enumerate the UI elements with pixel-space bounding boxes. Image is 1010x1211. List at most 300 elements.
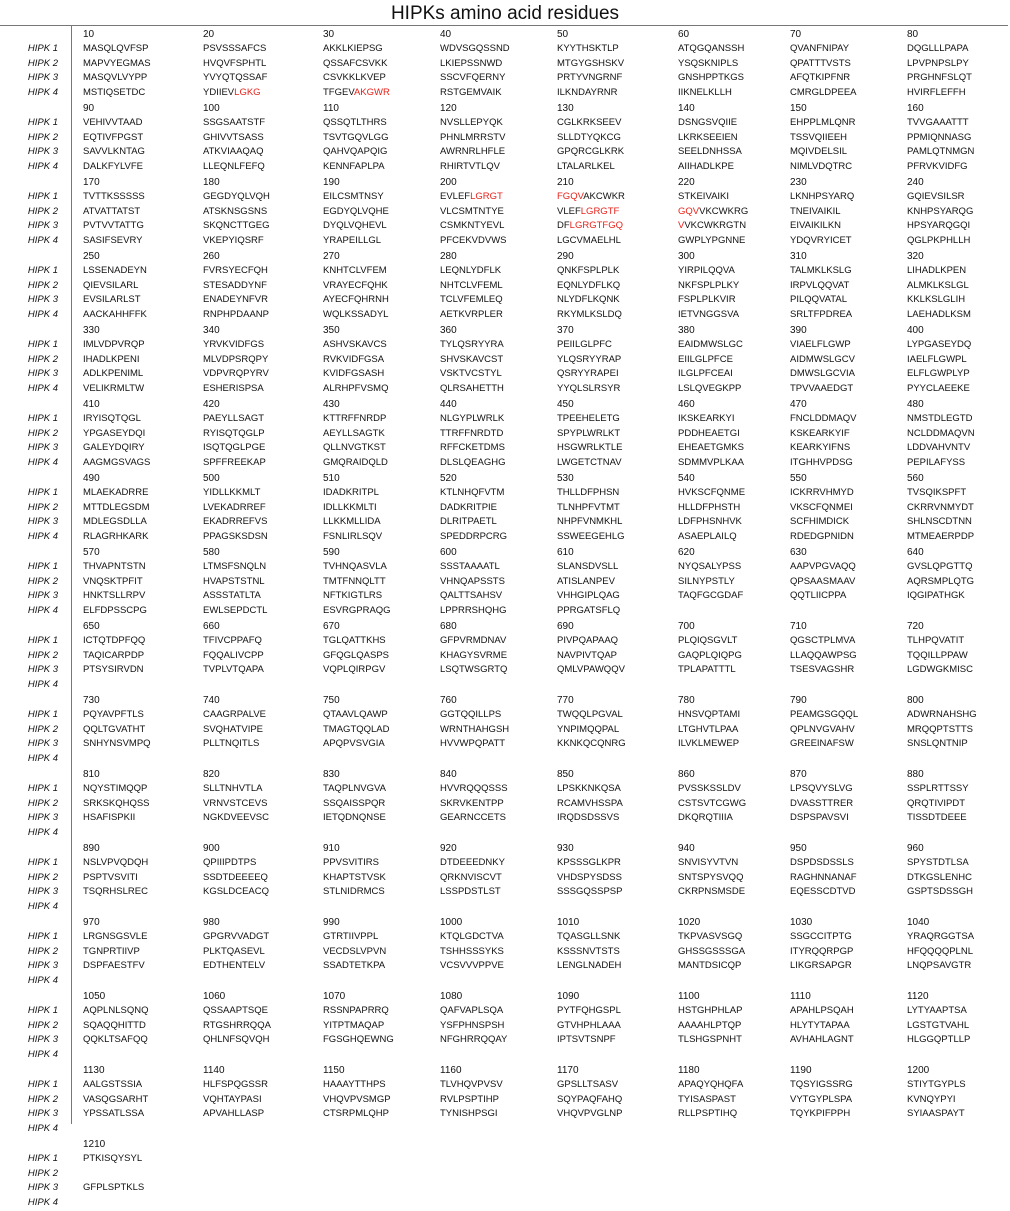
residue-segment: FSPLPLKVIR xyxy=(678,294,736,306)
highlighted-motif: LGKG xyxy=(234,86,261,98)
residue-segment: LIKGRSAPGR xyxy=(790,960,852,972)
residue-segment: IQGIPATHGK xyxy=(907,590,965,602)
sequence-block xyxy=(0,1137,1010,1211)
highlighted-motif: LGRGTFGQ xyxy=(569,220,623,232)
residue-segment: LNQPSAVGTR xyxy=(907,960,972,972)
sequence-row-hipk2 xyxy=(0,1167,1010,1182)
residue-segment: YVYQTQSSAF xyxy=(203,72,268,84)
residue-segment: DSNGSVQIIE xyxy=(678,117,738,128)
residue-segment: QALTTSAHSV xyxy=(440,590,503,602)
sequence-row-hipk2 xyxy=(0,279,1010,294)
residue-segment: TKPVASVSGQ xyxy=(678,931,743,942)
position-number: 260 xyxy=(203,251,220,262)
residue-segment: EIILGLPFCE xyxy=(678,353,733,365)
residue-segment: HVIRFLEFFH xyxy=(907,86,966,98)
residue-segment: AVHAHLAGNT xyxy=(790,1034,854,1046)
residue-segment: NLGYPLWRLK xyxy=(440,413,505,424)
residue-segment: AIIHADLKPE xyxy=(678,160,734,172)
position-number: 290 xyxy=(557,251,574,262)
residue-segment: KSKEARKYIF xyxy=(790,427,850,439)
residue-segment: GHSSGSSSGA xyxy=(678,945,746,957)
sequence-row-hipk2 xyxy=(0,353,1010,368)
position-number: 480 xyxy=(907,399,924,410)
residue-segment: HNKTSLLRPV xyxy=(83,590,146,602)
residue-segment: EKADRREFVS xyxy=(203,516,268,528)
residue-segment: PFCEKVDVWS xyxy=(440,234,507,246)
residue-segment: VLCSMTNTYE xyxy=(440,205,504,217)
residue-segment: TSQRHSLREC xyxy=(83,886,148,898)
residue-segment: GPSLLTSASV xyxy=(557,1079,619,1090)
sequence-row-hipk3 xyxy=(0,515,1010,530)
residue-segment: MLAEKADRRE xyxy=(83,487,149,498)
position-number: 1130 xyxy=(83,1065,105,1076)
sequence-row-hipk4 xyxy=(0,900,1010,915)
residue-segment: PTKISQYSYL xyxy=(83,1153,143,1164)
residue-segment: SNTSPYSVQQ xyxy=(678,871,744,883)
position-number: 890 xyxy=(83,843,100,854)
isoform-label: HIPK 3 xyxy=(27,590,58,602)
residue-segment: TQQILLPPAW xyxy=(907,649,968,661)
residue-segment: LPVPNPSLPY xyxy=(907,57,969,69)
residue-segment: HLGGQPTLLP xyxy=(907,1034,971,1046)
position-number: 250 xyxy=(83,251,100,262)
residue-segment: EVLEFLGRGT xyxy=(440,191,503,202)
residue-segment: TLVHQVPVSV xyxy=(440,1079,503,1090)
residue-segment: IETQDNQNSE xyxy=(323,812,386,824)
sequence-block xyxy=(0,1063,1010,1137)
isoform-label: HIPK 2 xyxy=(27,1167,58,1179)
sequence-block xyxy=(0,841,1010,915)
position-number-row xyxy=(0,1137,1010,1152)
isoform-label: HIPK 2 xyxy=(27,797,58,809)
position-number: 10 xyxy=(83,29,95,40)
sequence-row-hipk4 xyxy=(0,752,1010,767)
residue-segment: EWLSEPDCTL xyxy=(203,604,268,616)
residue-segment: ASSSTATLTA xyxy=(203,590,261,602)
residue-segment: KSSSNVTSTS xyxy=(557,945,620,957)
residue-segment: LSSENADEYN xyxy=(83,265,147,276)
residue-segment: LTMSFSNQLN xyxy=(203,561,267,572)
residue-segment: YPGASEYDQI xyxy=(83,427,146,439)
isoform-label: HIPK 1 xyxy=(27,265,58,276)
residue-segment: SNHYNSVMPQ xyxy=(83,738,151,750)
residue-segment: SSWEEGEHLG xyxy=(557,530,625,542)
residue-segment: HSGWRLKTLE xyxy=(557,442,623,454)
residue-segment: IETVNGGSVA xyxy=(678,308,740,320)
sequence-row-hipk1 xyxy=(0,634,1010,649)
residue-segment: TVPLVTQAPA xyxy=(203,664,264,676)
position-number: 980 xyxy=(203,917,220,928)
residue-segment: VHNQAPSSTS xyxy=(440,575,505,587)
residue-segment: VYTGYPLSPA xyxy=(790,1093,853,1105)
residue-segment: RSTGEMVAIK xyxy=(440,86,502,98)
residue-segment: YRVKVIDFGS xyxy=(203,339,265,350)
residue-segment: SSGCCITPTG xyxy=(790,931,852,942)
sequence-block xyxy=(0,323,1010,397)
position-number: 450 xyxy=(557,399,574,410)
position-number: 170 xyxy=(83,177,100,188)
residue-segment: DADKRITPIE xyxy=(440,501,498,513)
sequence-row-hipk1 xyxy=(0,930,1010,945)
position-number-row xyxy=(0,767,1010,782)
residue-segment: TAQICARPDP xyxy=(83,649,145,661)
residue-segment: TVHNQASVLA xyxy=(323,561,387,572)
residue-segment: VIAELFLGWP xyxy=(790,339,851,350)
residue-segment: ASAEPLAILQ xyxy=(678,530,737,542)
residue-segment: RHIRTVTLQV xyxy=(440,160,501,172)
residue-segment: SSSTAAAATL xyxy=(440,561,500,572)
residue-segment: ESHERISPSA xyxy=(203,382,264,394)
residue-segment: TYNISHPSGI xyxy=(440,1108,498,1120)
residue-segment: CAAGRPALVE xyxy=(203,709,267,720)
position-number: 840 xyxy=(440,769,457,780)
isoform-label: HIPK 3 xyxy=(27,664,58,676)
residue-segment: RLAGRHKARK xyxy=(83,530,149,542)
position-number: 370 xyxy=(557,325,574,336)
sequence-row-hipk1 xyxy=(0,1004,1010,1019)
residue-segment: AKKLKIEPSG xyxy=(323,43,383,54)
residue-segment: LEQNLYDFLK xyxy=(440,265,502,276)
residue-segment: TMAGTQQLAD xyxy=(323,723,390,735)
position-number: 320 xyxy=(907,251,924,262)
residue-segment: ELFLGWPLYP xyxy=(907,368,970,380)
residue-segment: QMLVPAWQQV xyxy=(557,664,625,676)
position-number: 140 xyxy=(678,103,695,114)
residue-segment: QSSAAPTSQE xyxy=(203,1005,268,1016)
residue-segment: IMLVDPVRQP xyxy=(83,339,145,350)
residue-segment: NGKDVEEVSC xyxy=(203,812,269,824)
sequence-row-hipk3 xyxy=(0,1033,1010,1048)
residue-segment: YIDLLKKMLT xyxy=(203,487,261,498)
residue-segment: RNPHPDAANP xyxy=(203,308,269,320)
position-number: 420 xyxy=(203,399,220,410)
position-number: 700 xyxy=(678,621,695,632)
isoform-label: HIPK 4 xyxy=(27,604,58,616)
residue-segment: RAGHNNANAF xyxy=(790,871,857,883)
residue-segment: RVLPSPTIHP xyxy=(440,1093,499,1105)
isoform-label: HIPK 2 xyxy=(27,279,58,291)
residue-segment: SSPLRTTSSY xyxy=(907,783,969,794)
sequence-row-hipk4 xyxy=(0,160,1010,175)
sequence-block xyxy=(0,767,1010,841)
residue-segment: EIVAIKILKN xyxy=(790,220,842,232)
residue-segment: ILVKLMEWEP xyxy=(678,738,740,750)
position-number-row xyxy=(0,175,1010,190)
position-number: 560 xyxy=(907,473,924,484)
sequence-row-hipk2 xyxy=(0,871,1010,886)
sequence-block xyxy=(0,471,1010,545)
position-number: 660 xyxy=(203,621,220,632)
residue-segment: LSLQVEGKPP xyxy=(678,382,742,394)
position-number: 1040 xyxy=(907,917,930,928)
sequence-row-hipk1 xyxy=(0,412,1010,427)
residue-segment: AEYLLSAGTK xyxy=(323,427,385,439)
residue-segment: LVEKADRREF xyxy=(203,501,266,513)
highlighted-motif: FGQV xyxy=(557,191,584,202)
residue-segment: HSTGHPHLAP xyxy=(678,1005,743,1016)
residue-segment: KTLNHQFVTM xyxy=(440,487,505,498)
residue-segment: TQSYIGSSRG xyxy=(790,1079,853,1090)
position-number: 1210 xyxy=(83,1139,106,1150)
residue-segment: TGNPRTIIVP xyxy=(83,945,140,957)
position-number: 50 xyxy=(557,29,569,40)
residue-segment: PRGHNFSLQT xyxy=(907,72,972,84)
residue-segment: HVAPSTSTNL xyxy=(203,575,265,587)
residue-segment: GALEYDQIRY xyxy=(83,442,145,454)
residue-segment: RLLPSPTIHQ xyxy=(678,1108,738,1120)
residue-segment: MTTDLEGSDM xyxy=(83,501,150,513)
position-number: 1100 xyxy=(678,991,700,1002)
residue-segment: YRAPEILLGL xyxy=(323,234,382,246)
residue-segment: MDLEGSDLLA xyxy=(83,516,147,528)
residue-segment: NFTKIGTLRS xyxy=(323,590,383,602)
sequence-row-hipk4 xyxy=(0,826,1010,841)
sequence-row-hipk2 xyxy=(0,797,1010,812)
sequence-row-hipk3 xyxy=(0,589,1010,604)
residue-segment: ILGLPFCEAI xyxy=(678,368,733,380)
position-number: 1110 xyxy=(790,991,811,1002)
isoform-label: HIPK 2 xyxy=(27,649,58,661)
residue-segment: LGSTGTVAHL xyxy=(907,1019,970,1031)
sequence-row-hipk2 xyxy=(0,575,1010,590)
sequence-row-hipk2 xyxy=(0,1093,1010,1108)
isoform-label: HIPK 3 xyxy=(27,516,58,528)
residue-segment: HVQVFSPHTL xyxy=(203,57,267,69)
residue-segment: YDQVRYICET xyxy=(790,234,852,246)
sequence-row-hipk2 xyxy=(0,131,1010,146)
residue-segment: SRLTFPDREA xyxy=(790,308,853,320)
residue-segment: KKNKQCQNRG xyxy=(557,738,626,750)
sequence-row-hipk2 xyxy=(0,945,1010,960)
position-number: 770 xyxy=(557,695,574,706)
residue-segment: DSPDSDSSLS xyxy=(790,857,854,868)
position-number: 820 xyxy=(203,769,220,780)
isoform-label: HIPK 2 xyxy=(27,871,58,883)
residue-segment: APAQYQHQFA xyxy=(678,1079,744,1090)
residue-segment: SSSGQSSPSP xyxy=(557,886,623,898)
residue-segment: QPATTTVSTS xyxy=(790,57,851,69)
position-number: 160 xyxy=(907,103,924,114)
residue-segment: SQYPAQFAHQ xyxy=(557,1093,623,1105)
position-number: 710 xyxy=(790,621,807,632)
sequence-block xyxy=(0,249,1010,323)
residue-segment: SSGSAATSTF xyxy=(203,117,266,128)
residue-segment: YPSSATLSSA xyxy=(83,1108,145,1120)
isoform-label: HIPK 4 xyxy=(27,1122,58,1134)
residue-segment: EHEAETGMKS xyxy=(678,442,744,454)
isoform-label: HIPK 3 xyxy=(27,294,58,306)
highlighted-motif: LGRGTF xyxy=(580,205,620,217)
residue-segment: NKFSPLPLKY xyxy=(678,279,740,291)
sequence-row-hipk3 xyxy=(0,663,1010,678)
residue-segment: VEHIVVTAAD xyxy=(83,117,143,128)
residue-segment: EDTHENTELV xyxy=(203,960,266,972)
residue-segment: IHADLKPENI xyxy=(83,353,140,365)
residue-segment: LDFPHSNHVK xyxy=(678,516,742,528)
position-number: 930 xyxy=(557,843,574,854)
sequence-row-hipk4 xyxy=(0,604,1010,619)
residue-segment: ALRHPFVSMQ xyxy=(323,382,389,394)
residue-segment: TLNHPFVTMT xyxy=(557,501,620,513)
position-number: 180 xyxy=(203,177,220,188)
residue-segment: DSPFAESTFV xyxy=(83,960,145,972)
sequence-row-hipk3 xyxy=(0,367,1010,382)
residue-segment: QSSAFCSVKK xyxy=(323,57,388,69)
sequence-row-hipk2 xyxy=(0,723,1010,738)
position-number: 470 xyxy=(790,399,807,410)
residue-segment: CSVKKLKVEP xyxy=(323,72,386,84)
position-number: 940 xyxy=(678,843,695,854)
residue-segment: VHDSPYSDSS xyxy=(557,871,622,883)
residue-segment: DSPSPAVSVI xyxy=(790,812,849,824)
isoform-label: HIPK 4 xyxy=(27,974,58,986)
residue-segment: HLYTYTAPAA xyxy=(790,1019,850,1031)
residue-segment: HVVRQQQSSS xyxy=(440,783,508,794)
position-number: 410 xyxy=(83,399,100,410)
sequence-row-hipk1 xyxy=(0,42,1010,57)
sequence-row-hipk1 xyxy=(0,560,1010,575)
residue-segment: VECDSLVPVN xyxy=(323,945,387,957)
position-number: 510 xyxy=(323,473,340,484)
sequence-row-hipk4 xyxy=(0,1196,1010,1211)
residue-segment: TTRFFNRDTD xyxy=(440,427,504,439)
residue-segment: TCLVFEMLEQ xyxy=(440,294,503,306)
residue-segment: LPPRRSHQHG xyxy=(440,604,507,616)
residue-segment: LGCVMAELHL xyxy=(557,234,621,246)
residue-segment: MTGYGSHSKV xyxy=(557,57,625,69)
residue-segment: YRAQRGGTSA xyxy=(907,931,975,942)
residue-segment: YLQSRYYRAP xyxy=(557,353,622,365)
residue-segment: AQRSMPLQTG xyxy=(907,575,975,587)
residue-segment: ITGHHVPDSG xyxy=(790,456,853,468)
residue-segment: PPAGSKSDSN xyxy=(203,530,268,542)
residue-segment: VRNVSTCEVS xyxy=(203,797,268,809)
isoform-label: HIPK 4 xyxy=(27,160,58,172)
residue-segment: PEPILAFYSS xyxy=(907,456,966,468)
residue-segment: TPEEHELETG xyxy=(557,413,620,424)
residue-segment: IAELFLGWPL xyxy=(907,353,967,365)
residue-segment: WDVSGQSSND xyxy=(440,43,510,54)
position-number: 20 xyxy=(203,29,215,40)
sequence-row-hipk2 xyxy=(0,427,1010,442)
residue-segment: LGDWGKMISC xyxy=(907,664,973,676)
position-number-row xyxy=(0,619,1010,634)
position-number: 570 xyxy=(83,547,100,558)
sequence-row-hipk4 xyxy=(0,1048,1010,1063)
residue-segment: DVASSTTRER xyxy=(790,797,854,809)
residue-segment: RVKVIDFGSA xyxy=(323,353,385,365)
residue-segment: VVKCWKRGTN xyxy=(678,220,747,232)
position-number: 1000 xyxy=(440,917,463,928)
sequence-block xyxy=(0,27,1010,101)
residue-segment: NLYDFLKQNK xyxy=(557,294,620,306)
residue-segment: GTVHPHLAAA xyxy=(557,1019,621,1031)
residue-segment: SKRVKENTPP xyxy=(440,797,504,809)
residue-segment: LRGNSGSVLE xyxy=(83,931,148,942)
residue-segment: TGLQATTKHS xyxy=(323,635,386,646)
residue-segment: KKLKSLGLIH xyxy=(907,294,966,306)
residue-segment: DFLGRGTFGQ xyxy=(557,220,623,232)
page-title: HIPKs amino acid residues xyxy=(390,3,620,24)
sequence-row-hipk3 xyxy=(0,145,1010,160)
position-number: 270 xyxy=(323,251,340,262)
residue-segment: QAHVQAPQIG xyxy=(323,146,388,158)
residue-segment: LSQTWSGRTQ xyxy=(440,664,508,676)
residue-segment: TLHPQVATIT xyxy=(907,635,965,646)
sequence-row-hipk1 xyxy=(0,856,1010,871)
isoform-label: HIPK 1 xyxy=(27,931,58,942)
sequence-row-hipk3 xyxy=(0,885,1010,900)
sequence-row-hipk1 xyxy=(0,190,1010,205)
residue-segment: RYISQTQGLP xyxy=(203,427,265,439)
residue-segment: APVAHLLASP xyxy=(203,1108,265,1120)
residue-segment: SNSLQNTNIP xyxy=(907,738,968,750)
sequence-row-hipk2 xyxy=(0,57,1010,72)
position-number: 460 xyxy=(678,399,695,410)
isoform-label: HIPK 1 xyxy=(27,857,58,868)
residue-segment: YSQSKNIPLS xyxy=(678,57,739,69)
sequence-row-hipk2 xyxy=(0,649,1010,664)
residue-segment: AAGMGSVAGS xyxy=(83,456,151,468)
sequence-row-hipk1 xyxy=(0,1078,1010,1093)
position-number: 500 xyxy=(203,473,220,484)
residue-segment: PILQQVATAL xyxy=(790,294,848,306)
position-number: 550 xyxy=(790,473,807,484)
position-number-row xyxy=(0,101,1010,116)
sequence-row-hipk1 xyxy=(0,1152,1010,1167)
residue-segment: ELFDPSSCPG xyxy=(83,604,147,616)
position-number: 380 xyxy=(678,325,695,336)
isoform-label: HIPK 1 xyxy=(27,413,58,424)
position-number: 30 xyxy=(323,29,335,40)
residue-segment: IRPVLQQVAT xyxy=(790,279,850,291)
residue-segment: CKRRVNMYDT xyxy=(907,501,974,513)
highlighted-motif: V xyxy=(678,220,685,232)
isoform-label: HIPK 4 xyxy=(27,86,58,98)
position-number: 970 xyxy=(83,917,100,928)
residue-segment: HSAFISPKII xyxy=(83,812,136,824)
residue-segment: PYYCLAEEKE xyxy=(907,382,970,394)
isoform-label: HIPK 4 xyxy=(27,1196,58,1208)
isoform-label: HIPK 3 xyxy=(27,886,58,898)
residue-segment: AWRNRLHFLE xyxy=(440,146,506,158)
residue-segment: VKSCFQNMEI xyxy=(790,501,853,513)
residue-segment: VKEPYIQSRF xyxy=(203,234,264,246)
residue-segment: VHHGIPLQAG xyxy=(557,590,620,602)
residue-segment: KEARKYIFNS xyxy=(790,442,851,454)
position-number: 730 xyxy=(83,695,100,706)
residue-segment: PLKTQASEVL xyxy=(203,945,265,957)
position-number: 300 xyxy=(678,251,695,262)
residue-segment: STESADDYNF xyxy=(203,279,267,291)
residue-segment: ICTQTDPFQQ xyxy=(83,635,146,646)
sequence-block xyxy=(0,101,1010,175)
residue-segment: QLRSAHETTH xyxy=(440,382,504,394)
residue-segment: YITPTMAQAP xyxy=(323,1019,385,1031)
position-number: 910 xyxy=(323,843,340,854)
position-number: 40 xyxy=(440,29,452,40)
position-number: 240 xyxy=(907,177,924,188)
residue-segment: SRKSKQHQSS xyxy=(83,797,150,809)
residue-segment: TYISASPAST xyxy=(678,1093,736,1105)
residue-segment: RKYMLKSLDQ xyxy=(557,308,622,320)
residue-segment: WQLKSSADYL xyxy=(323,308,389,320)
position-number: 900 xyxy=(203,843,220,854)
residue-segment: PVTVVTATTG xyxy=(83,220,144,232)
residue-segment: TVVGAAATTT xyxy=(907,117,969,128)
residue-segment: AQPLNLSQNQ xyxy=(83,1005,149,1016)
residue-segment: SPEDDRPCRG xyxy=(440,530,508,542)
